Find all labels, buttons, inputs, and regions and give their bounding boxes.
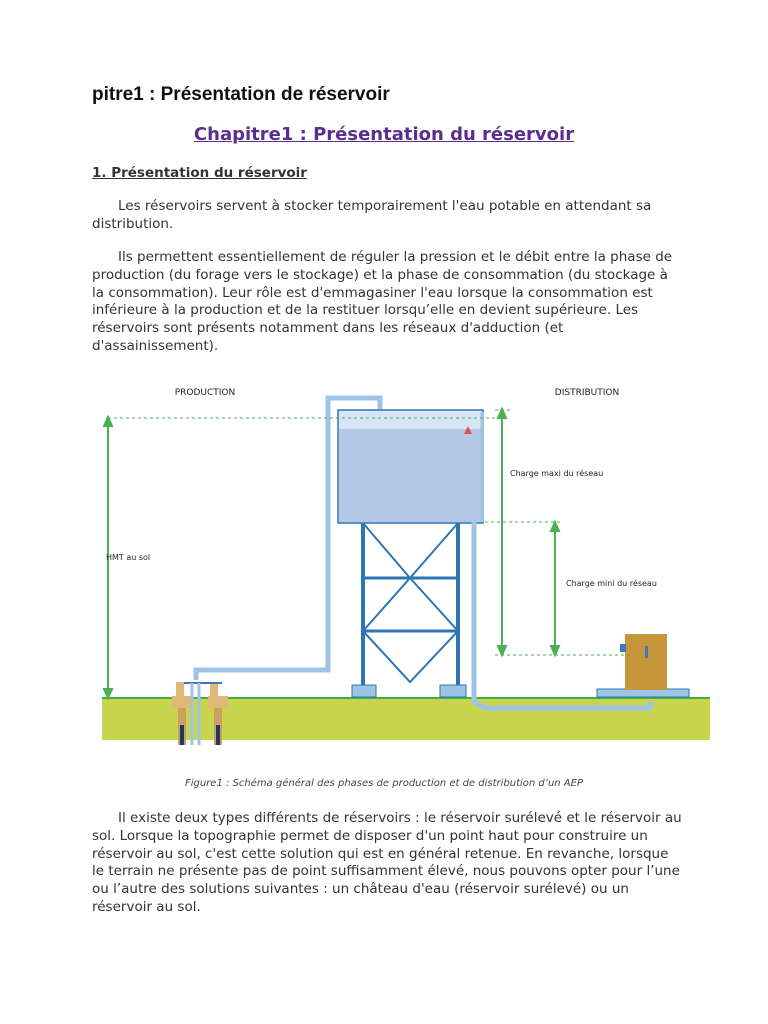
- consumer-house: [625, 634, 667, 690]
- label-charge-maxi: Charge maxi du réseau: [510, 469, 604, 478]
- label-charge-mini: Charge mini du réseau: [566, 579, 657, 588]
- consumer-platform: [597, 689, 689, 697]
- aep-diagram-figure: [100, 380, 712, 745]
- paragraph-intro: Les réservoirs servent à stocker temporairement l'eau potable en attendant sa distribution.: [92, 198, 652, 232]
- dimension-charge-maxi: [498, 409, 506, 655]
- section-title[interactable]: 1. Présentation du réservoir: [92, 165, 307, 181]
- chapter-title[interactable]: Chapitre1 : Présentation du réservoir: [193, 124, 575, 145]
- document-header-title: pitre1 : Présentation de réservoir: [92, 84, 390, 105]
- borehole: [172, 682, 228, 745]
- label-production: PRODUCTION: [174, 388, 236, 398]
- consumer-tap-icon: [620, 644, 626, 652]
- dimension-charge-mini: [551, 522, 559, 655]
- tower-structure: [352, 523, 466, 697]
- reservoir-water: [339, 429, 482, 522]
- label-distribution: DISTRIBUTION: [554, 388, 620, 398]
- label-hmt: HMT au sol: [106, 553, 151, 562]
- distribution-pipe: [474, 522, 650, 708]
- paragraph-regulation: Ils permettent essentiellement de réguler la pression et le débit entre la phase de production (du forage vers le stockage) et la phase de consommation (du stockage à la consommation). Leur rôle est d'emmagasiner l'eau lorsque la consommation est inférieure à la production et de la restituer lorsqu’elle en devient supérieure. Les réservoirs sont présents notamment dans les réseaux d'adduction (et d'assainissement).: [92, 249, 673, 354]
- paragraph-reservoir-types: Il existe deux types différents de réservoirs : le réservoir surélevé et le réservoir au sol. Lorsque la topographie permet de disposer d'un point haut pour construire un réservoir au sol, c'est cette solution qui est en général retenue. En revanche, lorsque le terrain ne présente pas de point suffisamment élevé, nous pouvons opter pour l’une ou l’autre des solutions suivantes : un château d'eau (réservoir surélevé) ou un réservoir au sol.: [92, 810, 682, 915]
- figure-caption: Figure1 : Schéma général des phases de production et de distribution d’un AEP: [184, 778, 584, 789]
